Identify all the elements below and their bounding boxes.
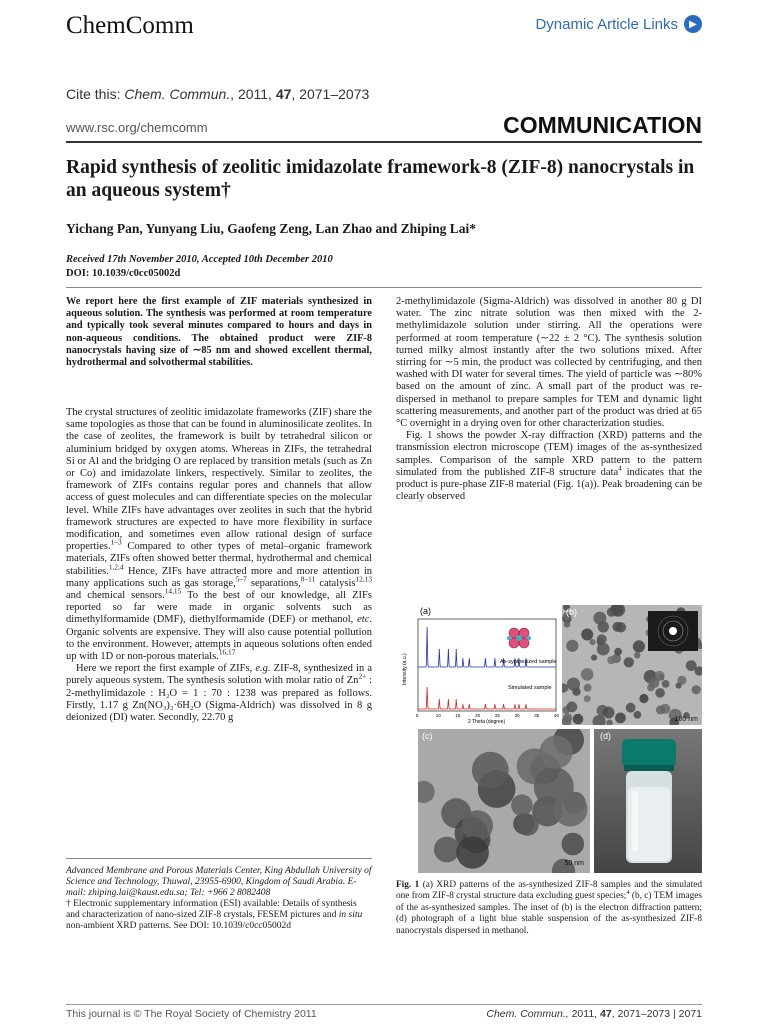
title-divider: [66, 287, 702, 288]
nanoparticle: [634, 652, 641, 659]
author-list: Yichang Pan, Yunyang Liu, Gaofeng Zeng, Lan Zhao and Zhiping Lai*: [66, 221, 477, 236]
panel-d-photo: [594, 729, 702, 873]
x-tick-label: 35: [534, 713, 540, 718]
x-tick-label: 20: [475, 713, 481, 718]
nanoparticle: [597, 643, 610, 656]
nanoparticle: [573, 714, 584, 725]
nanoparticle: [655, 688, 665, 698]
paragraph-intro: The crystal structures of zeolitic imidazolate frameworks (ZIF) share the same topologies as those that can be found in aluminosilicate zeolites. In the case of zeolites, the framework is built by tetrahedral silicon or aluminium bridged by oxygen atoms. Whereas in ZIFs, the tetrahedral Si or Al and the bridging O are replaced by transition metals (such as Zn or Co) and imidazolate linkers, respectively. Similar to zeolites, the framework of ZIFs contains regular pores and channels that allow access of guest molecules and can differentiate species on the molecular level. While ZIFs have advantages over zeolites in such that the hybrid framework structures are expected to have more flexibility in surface modification, and sometimes even allow rational design of surface properties.$^{1-3}$ Compared to other types of metal–organic framework materials, ZIFs often showed better thermal, hydrothermal and chemical stabilities.$^{1,2,4}$ Hence, ZIFs have attracted more and more attention in many applications such as gas storage,$^{5-7}$ separations,$^{8-11}$ catalysis$^{12,13}$ and chemical sensors.$^{14,15}$ To the best of our knowledge, all ZIFs reported so far were made in organic solvents such as dimethylformamide (DMF), diethylformamide (DEF) or methanol, etc. Organic solvents are expensive. They will also cause potential pollution to the environment. However, attempts in aqueous solutions often ended up with 1D or non-porous materials.$^{16,17}$: [66, 407, 373, 663]
nanoparticle: [456, 836, 489, 869]
x-tick-label: 10: [435, 713, 441, 718]
nanoparticle: [634, 711, 642, 719]
nanoparticle: [686, 660, 697, 671]
nanoparticle: [603, 707, 615, 719]
nanoparticle: [517, 814, 539, 836]
figure-1: [396, 605, 702, 873]
received-dates: Received 17th November 2010, Accepted 10th December 2010: [66, 254, 333, 265]
nanoparticle: [607, 656, 615, 664]
article-doi[interactable]: DOI: 10.1039/c0cc05002d: [66, 268, 181, 279]
panel-d-label: (d): [600, 731, 611, 741]
nanoparticle: [584, 684, 592, 692]
nanoparticle: [593, 715, 606, 725]
nanoparticle: [562, 833, 585, 856]
nanoparticle: [581, 629, 593, 641]
nanoparticle: [434, 837, 460, 863]
nanoparticle: [591, 655, 597, 661]
nanoparticle: [616, 622, 626, 632]
tem-image-c: [418, 729, 590, 873]
nanoparticle: [511, 794, 533, 816]
nanoparticle: [639, 694, 648, 703]
x-tick-label: 30: [514, 713, 520, 718]
esi-note: † Electronic supplementary information (ESI) available: Details of synthesis and characterization of nano-sized ZIF-8 crystals, FESEM pictures and in situ non-ambient XRD patterns. See DOI: 10.1039/c0cc05002d: [66, 899, 363, 931]
nanoparticle: [626, 703, 636, 713]
crystal-structure-inset: [507, 628, 531, 648]
series-bottom-label: Simulated sample: [508, 685, 552, 691]
x-tick-label: 25: [494, 713, 500, 718]
nanoparticle: [462, 810, 493, 841]
x-tick-labels: [416, 713, 560, 718]
panel-b-label: (b): [566, 607, 577, 617]
paragraph-xrd: Fig. 1 shows the powder X-ray diffraction (XRD) patterns and the transmission electron microscope (TEM) images of the as-synthesized samples. Comparison of the sample XRD pattern to the pattern simulated from the published ZIF-8 structure data$^4$ indicates that the product is pure-phase ZIF-8 material (Fig. 1(a)). Peak broadening can be clearly observed: [396, 430, 702, 503]
vial-photo: [594, 729, 702, 873]
panel-c-label: (c): [422, 731, 433, 741]
nanoparticle: [472, 752, 509, 789]
footer-divider: [66, 1004, 702, 1005]
nanoparticle: [581, 668, 594, 681]
nanoparticle: [649, 677, 660, 688]
nanoparticle: [566, 702, 577, 713]
nanoparticle: [553, 792, 587, 826]
scale-bar-c: 50 nm: [564, 860, 584, 867]
nanoparticle: [584, 695, 591, 702]
journal-url[interactable]: www.rsc.org/chemcomm: [66, 120, 208, 135]
right-column-body: [396, 296, 702, 503]
footnote: [66, 866, 372, 932]
y-axis-label: Intensity (a.u.): [402, 653, 408, 685]
dynamic-article-links[interactable]: [535, 15, 702, 33]
xrd-chart: [396, 605, 560, 725]
nanoparticle: [633, 640, 645, 652]
nanoparticle: [624, 657, 634, 667]
nanoparticle: [589, 639, 595, 645]
affiliation: Advanced Membrane and Porous Materials Center, King Abdullah University of Science and Technology, Thuwal, 23955-6900, Kingdom of Saudi Arabia. E-mail: zhiping.lai@kaust.edu.sa; Tel: +966 2 8082408: [66, 866, 372, 898]
nanoparticle: [662, 680, 670, 688]
abstract: We report here the first example of ZIF materials synthesized in aqueous solution. The synthesis was performed at room temperature and typically took several minutes compared to hours and days in non-aqueous conditions. The obtained product were ZIF-8 nanocrystals having size of ∼85 nm and showed excellent thermal, hydrothermal and solvothermal stabilities.: [66, 296, 372, 369]
citation-line: Cite this: Chem. Commun., 2011, 47, 2071–2073: [66, 86, 370, 102]
journal-name: ChemComm: [66, 12, 194, 39]
nanoparticle: [614, 648, 622, 656]
page-citation-footer: Chem. Commun., 2011, 47, 2071–2073 | 2071: [486, 1008, 702, 1020]
x-tick-label: 40: [554, 713, 560, 718]
header-divider: [66, 141, 702, 143]
nanoparticle: [597, 634, 607, 644]
nanoparticle: [615, 713, 626, 724]
panel-a-xrd: [396, 605, 560, 725]
nanoparticle: [418, 781, 435, 803]
nanoparticle: [692, 685, 701, 694]
nanoparticle: [567, 678, 580, 691]
left-column-body: [66, 407, 372, 724]
nanoparticle: [656, 705, 665, 714]
x-tick-label: 5: [416, 713, 419, 718]
article-type: COMMUNICATION: [503, 112, 702, 138]
panel-c-tem: [418, 729, 590, 873]
nanoparticle: [606, 720, 613, 726]
nanoparticle: [540, 735, 573, 768]
nanoparticle: [593, 612, 606, 625]
dynamic-links-label[interactable]: Dynamic Article Links: [535, 15, 678, 33]
nanoparticle: [566, 640, 578, 652]
nanoparticle: [676, 683, 682, 689]
copyright-footer: This journal is © The Royal Society of Chemistry 2011: [66, 1008, 317, 1020]
panel-a-label: (a): [420, 606, 431, 616]
diffraction-inset: [648, 611, 698, 651]
x-axis-label: 2 Theta (degree): [468, 719, 506, 725]
article-title: Rapid synthesis of zeolitic imidazolate framework-8 (ZIF-8) nanocrystals in an aqueous system†: [66, 157, 695, 201]
footnote-divider: [66, 858, 372, 859]
nanoparticle: [564, 621, 571, 628]
scale-bar-b: 100 nm: [674, 716, 698, 723]
play-arrow-icon[interactable]: ▶: [684, 15, 702, 33]
x-tick-label: 15: [455, 713, 461, 718]
paragraph-procedure: 2-methylimidazole (Sigma-Aldrich) was dissolved in another 80 g DI water. The zinc nitrate solution was then mixed with the 2-methylimidazole solution under stirring. All the operations were performed at room temperature (∼22 ± 2 °C). The synthesis solution turned milky almost instantly after the two solutions mixed. After stirring for ∼5 min, the product was collected by centrifuging, and then washed with DI water for several times. The yield of particle was ∼80% based on the amount of zinc. A small part of the product was re-dispersed in methanol to prepare samples for TEM and dynamic light scattering measurements, and another part of the product was dried at 65 °C overnight in a drying oven for other characterization studies.: [396, 296, 702, 430]
series-top-label: As-synthesized sample: [500, 659, 557, 665]
paragraph-synthesis: Here we report the first example of ZIFs, e.g. ZIF-8, synthesized in a purely aqueous system. The synthesis solution with molar ratio of $Zn^{2+}$ : 2-methylimidazole : H₂O = 1 : 70 : 1238 was prepared as follows. Firstly, 1.17 g Zn(NO₃)₂·6H₂O (Sigma-Aldrich) was dissolved in 8 g deionized (DI) water. Secondly, 22.70 g: [66, 663, 373, 724]
figure-caption: Fig. 1 (a) XRD patterns of the as-synthesized ZIF-8 samples and the simulated one from ZIF-8 crystal structure data excluding guest species;$^4$ (b, c) TEM images of the as-synthesized samples. The inset of (b) is the electron diffraction pattern; (d) photograph of a light blue stable suspension of the as-synthesized ZIF-8 nanocrystals dispersed in methanol.: [396, 880, 702, 936]
panel-b-tem: [562, 605, 702, 725]
